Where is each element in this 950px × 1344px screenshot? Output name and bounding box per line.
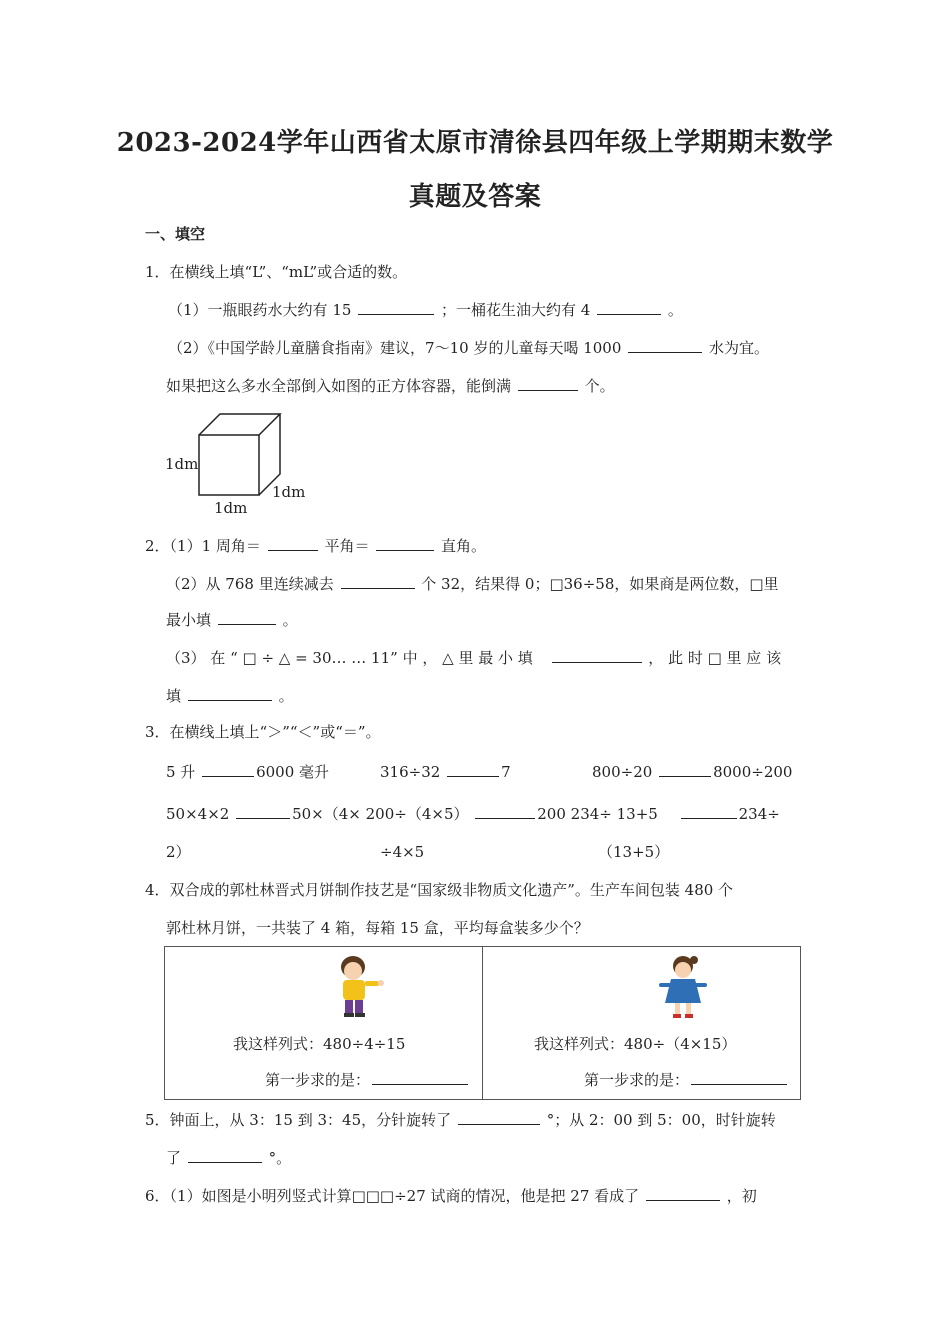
q4-left-formula: 我这样列式：480÷4÷15 <box>233 1035 406 1053</box>
q3-r1-right-3: 8000÷200 <box>713 763 793 781</box>
cube-label-bottom: 1dm <box>214 499 248 517</box>
q3-blank-3[interactable] <box>659 762 711 777</box>
boy-illustration-icon <box>331 953 389 1021</box>
q3-r1-c2 <box>380 762 511 782</box>
q2-blank-6[interactable] <box>188 686 272 701</box>
q6-line1 <box>145 1186 757 1206</box>
q3-r2-text-1: 50×4×2 <box>166 805 230 823</box>
q1-part2-text-b: 水为宜。 <box>708 339 769 357</box>
q2-part2-text-b: 个 32，结果得 0；□36÷58，如果商是两位数，□里 <box>421 575 779 593</box>
cube-label-left: 1dm <box>165 455 199 473</box>
q1-part1-text-b: ；一桶花生油大约有 4 <box>440 301 591 319</box>
q1-part2 <box>168 338 769 358</box>
q3-blank-4[interactable] <box>236 804 290 819</box>
q4-left-blank[interactable] <box>372 1070 468 1085</box>
q3-r1-left-2: 316÷32 <box>380 763 441 781</box>
q3-r1-c3 <box>592 762 792 782</box>
q3-r1-left-3: 800÷20 <box>592 763 653 781</box>
q3-r2-text-4: 234÷ <box>738 805 780 823</box>
q3-blank-1[interactable] <box>202 762 254 777</box>
q3-r1-left-1: 5 升 <box>166 763 196 781</box>
section-heading: 一、填空 <box>145 225 206 243</box>
q4-left-first-step <box>265 1069 470 1090</box>
q3-blank-2[interactable] <box>447 762 499 777</box>
q1-part1-text-c: 。 <box>667 301 683 319</box>
q2-blank-2[interactable] <box>376 536 434 551</box>
q5-text-d: °。 <box>268 1149 292 1167</box>
q3-r3-c2: ÷4×5 <box>380 843 425 861</box>
q3-r1-right-1: 6000 毫升 <box>256 763 330 781</box>
q3-r2-text-3: 200 234÷ 13+5 <box>537 805 658 823</box>
document-title-line2: 真题及答案 <box>408 182 542 212</box>
document-title-line1: 2023-2024学年山西省太原市清徐县四年级上学期期末数学 <box>116 128 834 158</box>
girl-illustration-icon <box>653 953 713 1021</box>
q3-r3-c3: （13+5） <box>598 843 670 861</box>
q2-part2-text-a: （2）从 768 里连续减去 <box>166 575 334 593</box>
q2-part2-text-d: 。 <box>282 611 298 629</box>
q3-r1-right-2: 7 <box>501 763 511 781</box>
q5-line1 <box>145 1110 776 1130</box>
q1-part2-text-d: 个。 <box>584 377 615 395</box>
q4-right-first-step <box>584 1069 789 1090</box>
q4-stem-2: 郭杜林月饼，一共装了 4 箱，每箱 15 盒，平均每盒装多少个？ <box>166 919 589 937</box>
q1-blank-3[interactable] <box>628 338 702 353</box>
q2-blank-1[interactable] <box>268 536 318 551</box>
q2-part3-text-a: （3） 在 “ □ ÷ △ = 30… … 11” 中 ， △ 里 最 小 填 <box>166 649 533 667</box>
q2-blank-4[interactable] <box>218 610 276 625</box>
q2-part3 <box>166 648 781 668</box>
q5-line2 <box>166 1148 291 1168</box>
q4-left-first-step-label: 第一步求的是： <box>265 1071 371 1089</box>
q4-answer-table <box>164 946 801 1100</box>
q6-text-a: 6．（1）如图是小明列竖式计算□□□÷27 试商的情况，他是把 27 看成了 <box>145 1187 640 1205</box>
q5-text-b: °；从 2：00 到 5：00，时针旋转 <box>546 1111 776 1129</box>
q4-right-blank[interactable] <box>691 1070 787 1085</box>
q2-part3-text-d: 。 <box>278 687 294 705</box>
q3-r2-text-2: 50×（4× 200÷（4×5） <box>292 805 469 823</box>
q2-part3-text-b: ， 此 时 □ 里 应 该 <box>648 649 782 667</box>
q5-text-c: 了 <box>166 1149 182 1167</box>
q5-text-a: 5．钟面上，从 3：15 到 3：45，分针旋转了 <box>145 1111 452 1129</box>
q2-part3-text-c: 填 <box>166 687 182 705</box>
q2-part1-text-b: 平角＝ <box>324 537 370 555</box>
q3-stem: 3．在横线上填上“＞”“＜”或“＝”。 <box>145 723 381 741</box>
q3-r3-c1: 2） <box>166 843 191 861</box>
q3-blank-5[interactable] <box>475 804 535 819</box>
cube-front-face <box>199 435 259 495</box>
q2-part2 <box>166 574 779 594</box>
q1-part1 <box>168 300 683 320</box>
q3-r1-c1 <box>166 762 329 782</box>
q1-blank-2[interactable] <box>597 300 661 315</box>
q1-stem: 1．在横线上填“L”、“mL”或合适的数。 <box>145 263 408 281</box>
q2-part2-text-c: 最小填 <box>166 611 212 629</box>
q2-blank-5[interactable] <box>552 648 642 663</box>
q1-blank-4[interactable] <box>518 376 578 391</box>
q3-blank-6[interactable] <box>681 804 737 819</box>
cube-top-face <box>199 414 280 435</box>
q6-blank-1[interactable] <box>646 1186 720 1201</box>
q1-part2-cont <box>166 376 615 396</box>
q2-part2-cont <box>166 610 298 630</box>
q4-right-formula: 我这样列式：480÷（4×15） <box>534 1035 737 1053</box>
q5-blank-1[interactable] <box>458 1110 540 1125</box>
q1-part1-text-a: （1）一瓶眼药水大约有 15 <box>168 301 352 319</box>
q2-part1 <box>145 536 486 556</box>
q2-part3-cont <box>166 686 294 706</box>
q4-right-first-step-label: 第一步求的是： <box>584 1071 690 1089</box>
q1-part2-text-a: （2）《中国学龄儿童膳食指南》建议，7～10 岁的儿童每天喝 1000 <box>168 339 622 357</box>
q6-text-b: ，初 <box>726 1187 757 1205</box>
q4-table-divider <box>482 947 483 1099</box>
q3-r2 <box>166 804 780 824</box>
q5-blank-2[interactable] <box>188 1148 262 1163</box>
q2-blank-3[interactable] <box>341 574 415 589</box>
q1-part2-text-c: 如果把这么多水全部倒入如图的正方体容器，能倒满 <box>166 377 512 395</box>
cube-label-right: 1dm <box>272 483 306 501</box>
q2-part1-text-c: 直角。 <box>441 537 487 555</box>
q1-blank-1[interactable] <box>358 300 434 315</box>
q4-stem-1: 4．双合成的郭杜林晋式月饼制作技艺是“国家级非物质文化遗产”。生产车间包装 480 个 <box>145 881 734 899</box>
q2-part1-text-a: 2．（1）1 周角＝ <box>145 537 261 555</box>
